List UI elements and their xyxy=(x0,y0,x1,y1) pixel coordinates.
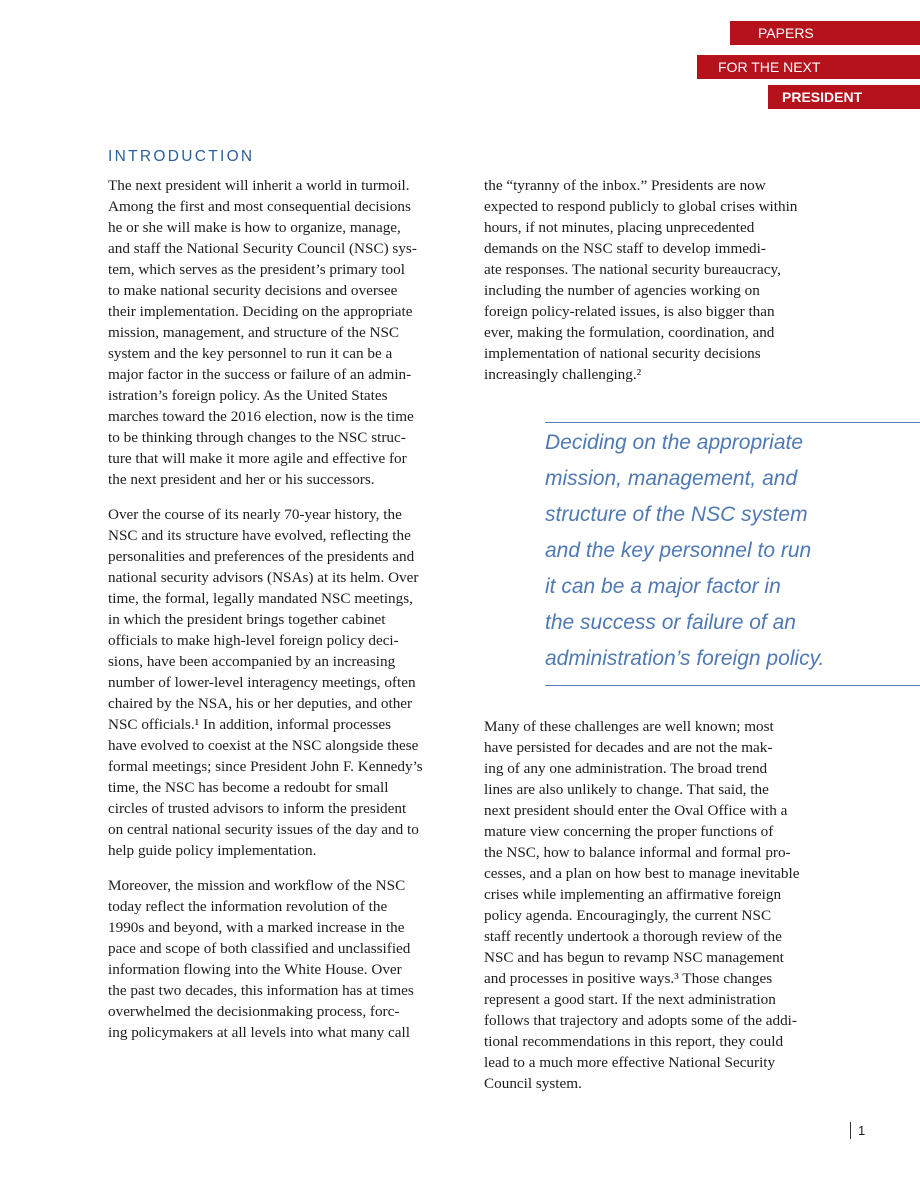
text-line: the NSC, how to balance informal and formal pro- xyxy=(484,844,791,861)
text-line: Over the course of its nearly 70-year history, the xyxy=(108,506,402,523)
text-line: tional recommendations in this report, they could xyxy=(484,1033,784,1050)
text-line: he or she will make is how to organize, manage, xyxy=(108,219,401,236)
text-line: have persisted for decades and are not the mak- xyxy=(484,739,773,756)
text-line: ing of any one administration. The broad trend xyxy=(484,760,768,777)
text-line: ever, making the formulation, coordination, and xyxy=(484,324,775,341)
text-line: increasingly challenging.² xyxy=(484,366,642,383)
text-line: personalities and preferences of the presidents and xyxy=(108,548,415,565)
pull-quote-line: it can be a major factor in xyxy=(545,575,781,598)
text-line: ate responses. The national security bureaucracy, xyxy=(484,261,781,278)
text-line: major factor in the success or failure of an admin- xyxy=(108,366,412,383)
pull-quote-line: Deciding on the appropriate xyxy=(545,431,804,454)
text-line: pace and scope of both classified and unclassified xyxy=(108,940,411,957)
section-title: INTRODUCTION xyxy=(108,148,255,165)
text-line: marches toward the 2016 election, now is the time xyxy=(108,408,414,425)
pull-quote-line: mission, management, and xyxy=(545,467,798,490)
text-line: today reflect the information revolution of the xyxy=(108,898,388,915)
text-line: sions, have been accompanied by an increasing xyxy=(108,653,396,670)
text-line: and processes in positive ways.³ Those changes xyxy=(484,970,773,987)
text-line: mission, management, and structure of the NSC xyxy=(108,324,400,341)
text-line: represent a good start. If the next administration xyxy=(484,991,776,1008)
text-line: policy agenda. Encouragingly, the current NSC xyxy=(484,907,772,924)
text-line: to make national security decisions and oversee xyxy=(108,282,398,299)
text-line: cesses, and a plan on how best to manage inevitable xyxy=(484,865,800,882)
pull-quote xyxy=(545,422,920,686)
text-line: time, the NSC has become a redoubt for small xyxy=(108,779,389,796)
text-line: Moreover, the mission and workflow of the NSC xyxy=(108,877,406,894)
text-line: istration’s foreign policy. As the United States xyxy=(108,387,388,404)
text-line: circles of trusted advisors to inform the president xyxy=(108,800,407,817)
text-line: follows that trajectory and adopts some of the addi- xyxy=(484,1012,797,1029)
text-line: help guide policy implementation. xyxy=(108,842,317,859)
text-line: on central national security issues of the day and to xyxy=(108,821,419,838)
text-line: and staff the National Security Council (NSC) sys- xyxy=(108,240,417,257)
text-line: have evolved to coexist at the NSC alongside these xyxy=(108,737,419,754)
pull-quote-bottom-rule xyxy=(545,685,920,686)
text-line: lines are also unlikely to change. That said, the xyxy=(484,781,769,798)
body-paragraph xyxy=(484,716,829,1094)
series-tag-president: PRESIDENT xyxy=(768,85,920,109)
text-line: The next president will inherit a world in turmoil. xyxy=(108,177,410,194)
text-line: next president should enter the Oval Office with a xyxy=(484,802,788,819)
text-line: including the number of agencies working on xyxy=(484,282,760,299)
series-tag-papers: PAPERS xyxy=(730,21,920,45)
text-line: to be thinking through changes to the NSC struc- xyxy=(108,429,406,446)
text-line: foreign policy-related issues, is also bigger than xyxy=(484,303,775,320)
text-line: the “tyranny of the inbox.” Presidents are now xyxy=(484,177,766,194)
pull-quote-text xyxy=(545,423,920,685)
text-line: 1990s and beyond, with a marked increase in the xyxy=(108,919,405,936)
text-line: implementation of national security decisions xyxy=(484,345,761,362)
text-line: ture that will make it more agile and effective for xyxy=(108,450,407,467)
text-line: tem, which serves as the president’s primary tool xyxy=(108,261,405,278)
text-line: national security advisors (NSAs) at its helm. Over xyxy=(108,569,419,586)
text-line: officials to make high-level foreign policy deci- xyxy=(108,632,399,649)
text-line: the next president and her or his successors. xyxy=(108,471,375,488)
page-number: 1 xyxy=(858,1123,866,1138)
text-line: lead to a much more effective National Security xyxy=(484,1054,776,1071)
pull-quote-line: and the key personnel to run xyxy=(545,539,812,562)
pull-quote-line: structure of the NSC system xyxy=(545,503,808,526)
text-line: system and the key personnel to run it can be a xyxy=(108,345,393,362)
series-tag-for-the-next: FOR THE NEXT xyxy=(697,55,920,79)
text-line: mature view concerning the proper functions of xyxy=(484,823,774,840)
text-line: Many of these challenges are well known; most xyxy=(484,718,774,735)
text-line: NSC and its structure have evolved, reflecting the xyxy=(108,527,411,544)
body-paragraph xyxy=(108,875,453,1043)
page-number-divider xyxy=(850,1122,851,1139)
text-line: hours, if not minutes, placing unprecedented xyxy=(484,219,755,236)
text-line: their implementation. Deciding on the appropriate xyxy=(108,303,413,320)
text-line: staff recently undertook a thorough review of the xyxy=(484,928,782,945)
body-paragraph xyxy=(108,504,453,861)
text-line: crises while implementing an affirmative foreign xyxy=(484,886,782,903)
text-line: Council system. xyxy=(484,1075,582,1092)
text-line: the past two decades, this information has at times xyxy=(108,982,414,999)
text-line: Among the first and most consequential decisions xyxy=(108,198,411,215)
text-line: demands on the NSC staff to develop immedi- xyxy=(484,240,766,257)
text-line: overwhelmed the decisionmaking process, forc- xyxy=(108,1003,400,1020)
left-column xyxy=(108,175,453,1043)
text-line: NSC officials.¹ In addition, informal processes xyxy=(108,716,392,733)
text-line: time, the formal, legally mandated NSC meetings, xyxy=(108,590,413,607)
pull-quote-line: the success or failure of an xyxy=(545,611,796,634)
right-column-top xyxy=(484,175,829,385)
text-line: chaired by the NSA, his or her deputies, and other xyxy=(108,695,413,712)
body-paragraph xyxy=(108,175,453,490)
pull-quote-line: administration’s foreign policy. xyxy=(545,647,825,670)
text-line: expected to respond publicly to global crises within xyxy=(484,198,798,215)
text-line: in which the president brings together cabinet xyxy=(108,611,386,628)
text-line: ing policymakers at all levels into what many call xyxy=(108,1024,410,1041)
body-paragraph xyxy=(484,175,829,385)
text-line: NSC and has begun to revamp NSC management xyxy=(484,949,784,966)
text-line: formal meetings; since President John F. Kennedy’s xyxy=(108,758,423,775)
text-line: number of lower-level interagency meetings, often xyxy=(108,674,416,691)
right-column-bottom xyxy=(484,716,829,1094)
text-line: information flowing into the White House. Over xyxy=(108,961,402,978)
